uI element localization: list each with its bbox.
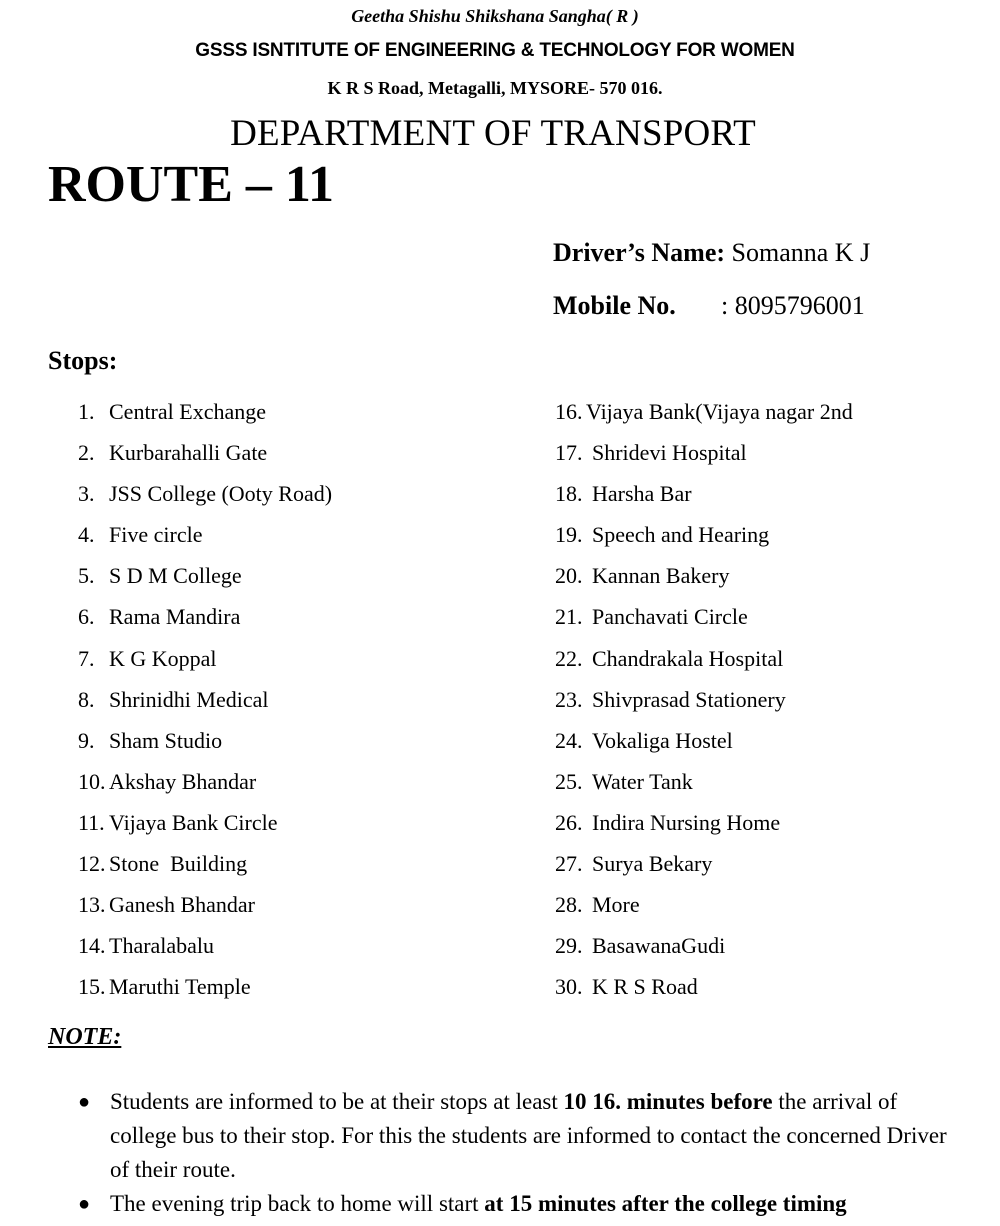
- stop-name: Vijaya Bank(Vijaya nagar 2nd: [586, 399, 853, 424]
- mobile-row: [553, 291, 865, 321]
- stop-number: 26.: [555, 809, 583, 835]
- stop-name: Harsha Bar: [592, 481, 692, 507]
- note-text-plain: Students are informed to be at their stops at least: [110, 1089, 564, 1114]
- stop-item: [555, 519, 853, 560]
- stop-number: 17.: [555, 440, 583, 466]
- stop-number: 12.: [78, 851, 106, 877]
- stop-name: Five circle: [109, 522, 203, 548]
- stop-name: Kurbarahalli Gate: [109, 440, 268, 466]
- stop-number: 19.: [555, 522, 583, 548]
- stop-name: Shridevi Hospital: [592, 440, 747, 466]
- stop-number: 7.: [78, 645, 95, 671]
- stop-name: Surya Bekary: [592, 851, 713, 877]
- stop-item: [555, 930, 853, 971]
- stop-number: 28.: [555, 892, 583, 918]
- notes-list: [78, 1085, 958, 1221]
- stop-name: Vokaliga Hostel: [592, 727, 733, 753]
- stop-name: Speech and Hearing: [592, 522, 770, 548]
- stop-item: [555, 848, 853, 889]
- stop-number: 8.: [78, 686, 95, 712]
- stop-number: 3.: [78, 481, 95, 507]
- stop-name: JSS College (Ooty Road): [109, 481, 333, 507]
- stop-item: [555, 478, 853, 519]
- stop-name: Shivprasad Stationery: [592, 686, 786, 712]
- bullet-icon: ●: [78, 1193, 91, 1215]
- stop-number: 29.: [555, 933, 583, 959]
- note-heading: NOTE:: [48, 1024, 122, 1050]
- bullet-icon: ●: [78, 1091, 91, 1113]
- stops-heading: Stops:: [48, 346, 118, 375]
- stop-item: [78, 396, 332, 437]
- stop-name: Sham Studio: [109, 727, 223, 753]
- stop-name: Indira Nursing Home: [592, 809, 781, 835]
- stop-item: [555, 807, 853, 848]
- note-text: [110, 1085, 958, 1187]
- stop-item: [78, 930, 332, 971]
- stop-item: [78, 560, 332, 601]
- driver-name-label: Driver’s Name:: [553, 238, 726, 267]
- stop-name: Vijaya Bank Circle: [109, 809, 278, 835]
- stops-list-right: [555, 396, 853, 1012]
- stop-item: [78, 519, 332, 560]
- stop-name: S D M College: [109, 563, 242, 589]
- stop-item: [78, 848, 332, 889]
- stop-number: 15.: [78, 974, 106, 1000]
- stop-name: Ganesh Bhandar: [109, 892, 256, 918]
- stop-name: Akshay Bhandar: [109, 768, 257, 794]
- note-text-plain: the arrival of college bus to their stop. For this the students are informed to contact the concerned Driver of their route.: [110, 1089, 947, 1182]
- stop-number: 24.: [555, 727, 583, 753]
- stop-number: 5.: [78, 563, 95, 589]
- stop-number: 1.: [78, 399, 95, 424]
- stop-number: 2.: [78, 440, 95, 466]
- stop-item: [78, 725, 332, 766]
- mobile-value: : 8095796001: [721, 291, 865, 320]
- stop-name: Maruthi Temple: [109, 974, 251, 1000]
- stop-item: [555, 684, 853, 725]
- stop-number: 13.: [78, 892, 106, 918]
- stop-name: Chandrakala Hospital: [592, 645, 784, 671]
- stop-number: 23.: [555, 686, 583, 712]
- stop-item: [555, 766, 853, 807]
- note-text: [110, 1187, 958, 1221]
- stop-number: 21.: [555, 604, 583, 630]
- note-text-bold: at 15 minutes after the college timing: [484, 1191, 847, 1216]
- stop-item: [78, 766, 332, 807]
- stop-name: K R S Road: [592, 974, 698, 1000]
- stop-item: [555, 601, 853, 642]
- institute-address: K R S Road, Metagalli, MYSORE- 570 016.: [327, 78, 663, 98]
- stop-number: 10.: [78, 768, 106, 794]
- stop-name: BasawanaGudi: [592, 933, 726, 959]
- stop-name: More: [592, 892, 640, 918]
- stop-name: Kannan Bakery: [592, 563, 730, 589]
- stop-item: [78, 437, 332, 478]
- stop-item: [555, 725, 853, 766]
- stop-number: 14.: [78, 933, 106, 959]
- note-text-plain: The evening trip back to home will start: [110, 1191, 485, 1216]
- stop-name: Water Tank: [592, 768, 693, 794]
- stop-number: 20.: [555, 563, 583, 589]
- stop-item: [555, 560, 853, 601]
- stop-item: [78, 889, 332, 930]
- stop-number: 4.: [78, 522, 95, 548]
- stop-number: 9.: [78, 727, 95, 753]
- stop-item: [555, 643, 853, 684]
- sangha-name: Geetha Shishu Shikshana Sangha( R ): [351, 6, 639, 26]
- stop-number: 18.: [555, 481, 583, 507]
- stop-item: [555, 889, 853, 930]
- stop-name: Stone Building: [109, 851, 248, 877]
- stop-name: K G Koppal: [109, 645, 217, 671]
- stop-name: Shrinidhi Medical: [109, 686, 269, 712]
- stop-number: 30.: [555, 974, 583, 1000]
- stop-number: 6.: [78, 604, 95, 630]
- driver-name-value: Somanna K J: [725, 238, 871, 267]
- note-item: [78, 1085, 958, 1187]
- stop-name: Panchavati Circle: [592, 604, 748, 630]
- stop-item: [78, 643, 332, 684]
- stop-name: Tharalabalu: [109, 933, 215, 959]
- driver-name-row: [553, 238, 870, 268]
- stop-item: [78, 807, 332, 848]
- stop-number: 11.: [78, 809, 105, 835]
- stop-name: Rama Mandira: [109, 604, 241, 630]
- institute-name: GSSS ISNTITUTE OF ENGINEERING & TECHNOLOGY FOR WOMEN: [195, 40, 795, 61]
- stop-item: [78, 478, 332, 519]
- route-title: ROUTE – 11: [48, 156, 335, 213]
- stop-item: [555, 971, 853, 1012]
- stop-number: 27.: [555, 851, 583, 877]
- note-text-bold: 10 16. minutes before: [563, 1089, 773, 1114]
- stop-item: [78, 971, 332, 1012]
- stop-item: [78, 601, 332, 642]
- mobile-label: Mobile No.: [553, 291, 676, 320]
- department-title: DEPARTMENT OF TRANSPORT: [230, 113, 756, 154]
- stop-number: 22.: [555, 645, 583, 671]
- stop-name: Central Exchange: [109, 399, 266, 424]
- note-item: [78, 1187, 958, 1221]
- stop-item: [555, 396, 853, 437]
- stop-item: [555, 437, 853, 478]
- stops-list-left: [78, 396, 332, 1012]
- stop-item: [78, 684, 332, 725]
- stop-number: 25.: [555, 768, 583, 794]
- stop-number: 16.: [555, 399, 583, 424]
